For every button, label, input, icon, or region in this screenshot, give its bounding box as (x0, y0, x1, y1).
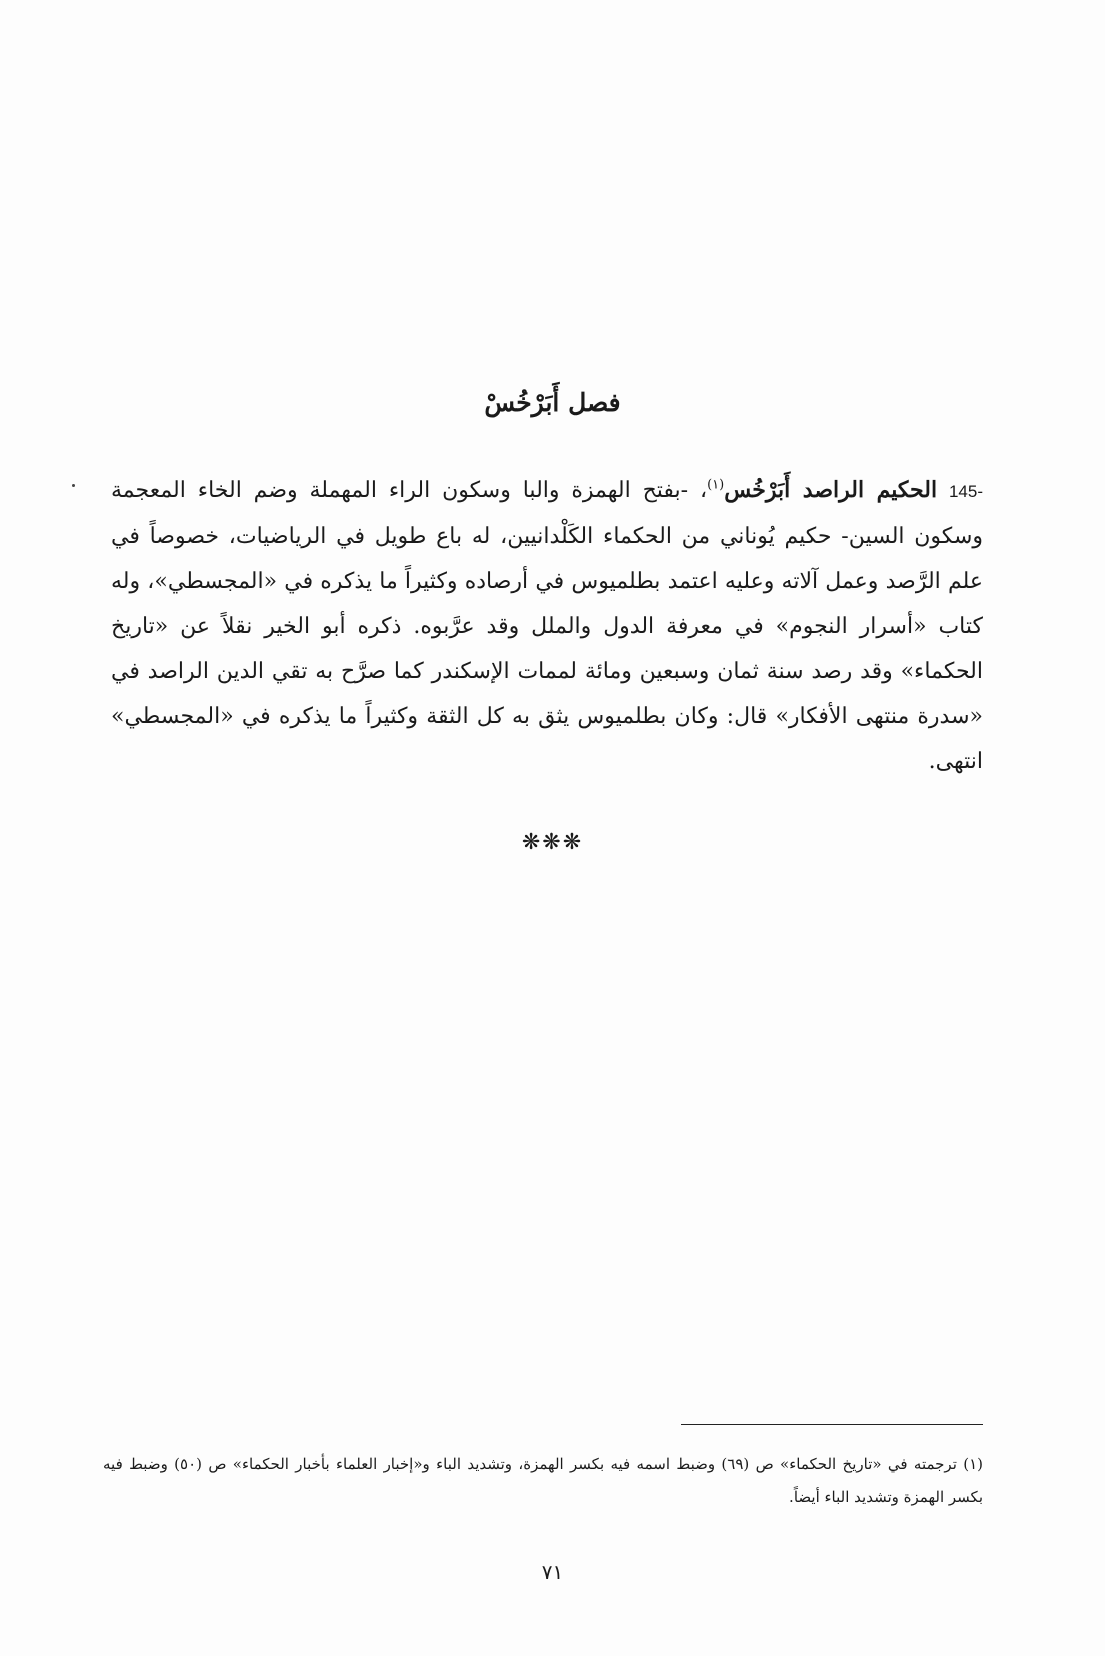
footnote-text: (١) ترجمته في «تاريخ الحكماء» ص (٦٩) وضبط اسمه فيه بكسر الهمزة، وتشديد الباء و«إخبار العلماء بأخبار الحكماء» ص (٥٠) وضبط فيه بكسر الهمزة وتشديد الباء أيضاً. (103, 1455, 983, 1506)
entry-lead: الحكيم الراصد أَبَرْخُس (724, 477, 938, 503)
footnote-reference[interactable]: (١) (707, 477, 725, 493)
page-number: ٧١ (541, 1560, 564, 1584)
section-title: فصل أَبَرْخُسْ (484, 388, 621, 417)
scan-speck (72, 484, 75, 487)
footnote-divider (681, 1424, 983, 1425)
entry-paragraph (111, 468, 983, 784)
entry-number: 145- (948, 482, 983, 501)
section-separator: ❋❋❋ (521, 830, 584, 855)
entry-body: ، -بفتح الهمزة والبا وسكون الراء المهملة وضم الخاء المعجمة وسكون السين- حكيم يُوناني من الحكماء الكَلْدانيين، له باع طويل في الرياضيات، خصوصاً في علم الرَّصد وعمل آلاته وعليه اعتمد بطلميوس في أرصاده وكثيراً ما يذكره في «المجسطي»، وله كتاب «أسرار النجوم» في معرفة الدول والملل وقد عرَّبوه. ذكره أبو الخير نقلاً عن «تاريخ الحكماء» وقد رصد سنة ثمان وسبعين ومائة لممات الإسكندر كما صرَّح به تقي الدين الراصد في «سدرة منتهى الأفكار» قال: وكان بطلميوس يثق به كل الثقة وكثيراً ما يذكره في «المجسطي» انتهى. (111, 478, 983, 774)
